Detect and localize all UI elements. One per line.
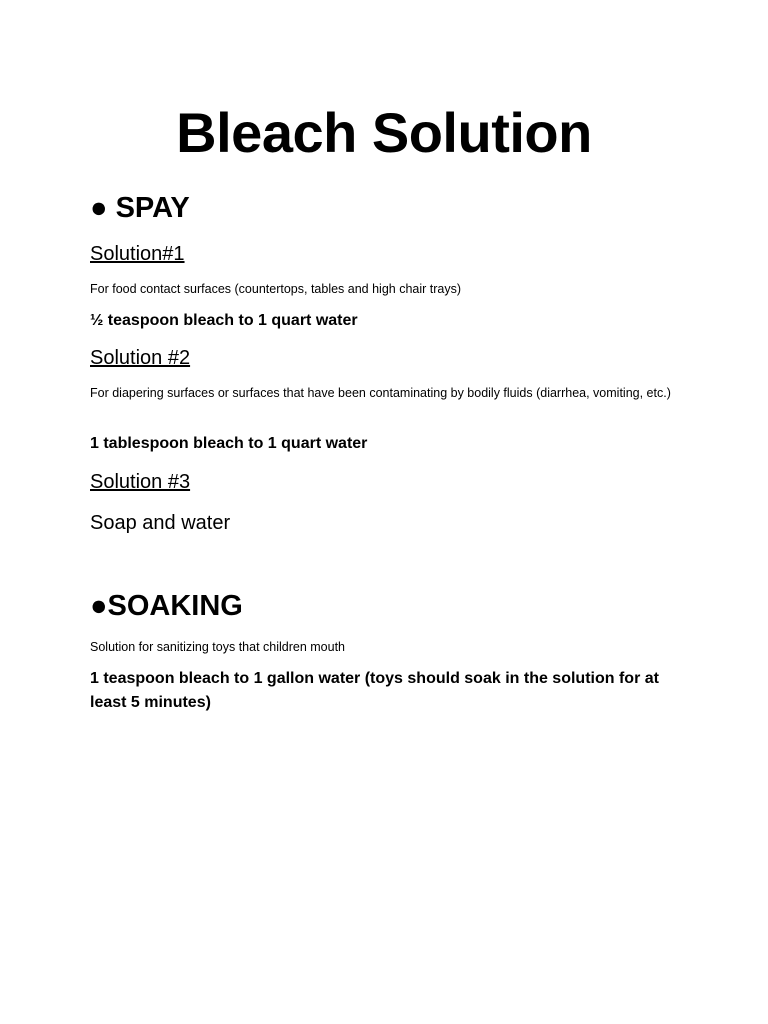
solution-3-label: Solution #3 [90, 471, 191, 493]
section-heading-soaking: ●SOAKING [90, 590, 243, 622]
solution-3-recipe: Soap and water [90, 512, 231, 534]
solution-2-description: For diapering surfaces or surfaces that have been contaminating by bodily fluids (diarrhea, vomiting, etc.) [90, 386, 671, 400]
section-heading-spray: ● SPAY [90, 192, 190, 224]
solution-2-label: Solution #2 [90, 347, 191, 369]
solution-2-recipe: 1 tablespoon bleach to 1 quart water [90, 435, 368, 452]
soaking-recipe: 1 teaspoon bleach to 1 gallon water (toys should soak in the solution for at least 5 minutes) [90, 670, 659, 711]
soaking-description: Solution for sanitizing toys that children mouth [90, 640, 345, 654]
solution-1-recipe: ½ teaspoon bleach to 1 quart water [90, 312, 358, 329]
solution-1-label: Solution#1 [90, 243, 185, 265]
document-title: Bleach Solution [176, 101, 592, 164]
solution-1-description: For food contact surfaces (countertops, tables and high chair trays) [90, 282, 462, 296]
